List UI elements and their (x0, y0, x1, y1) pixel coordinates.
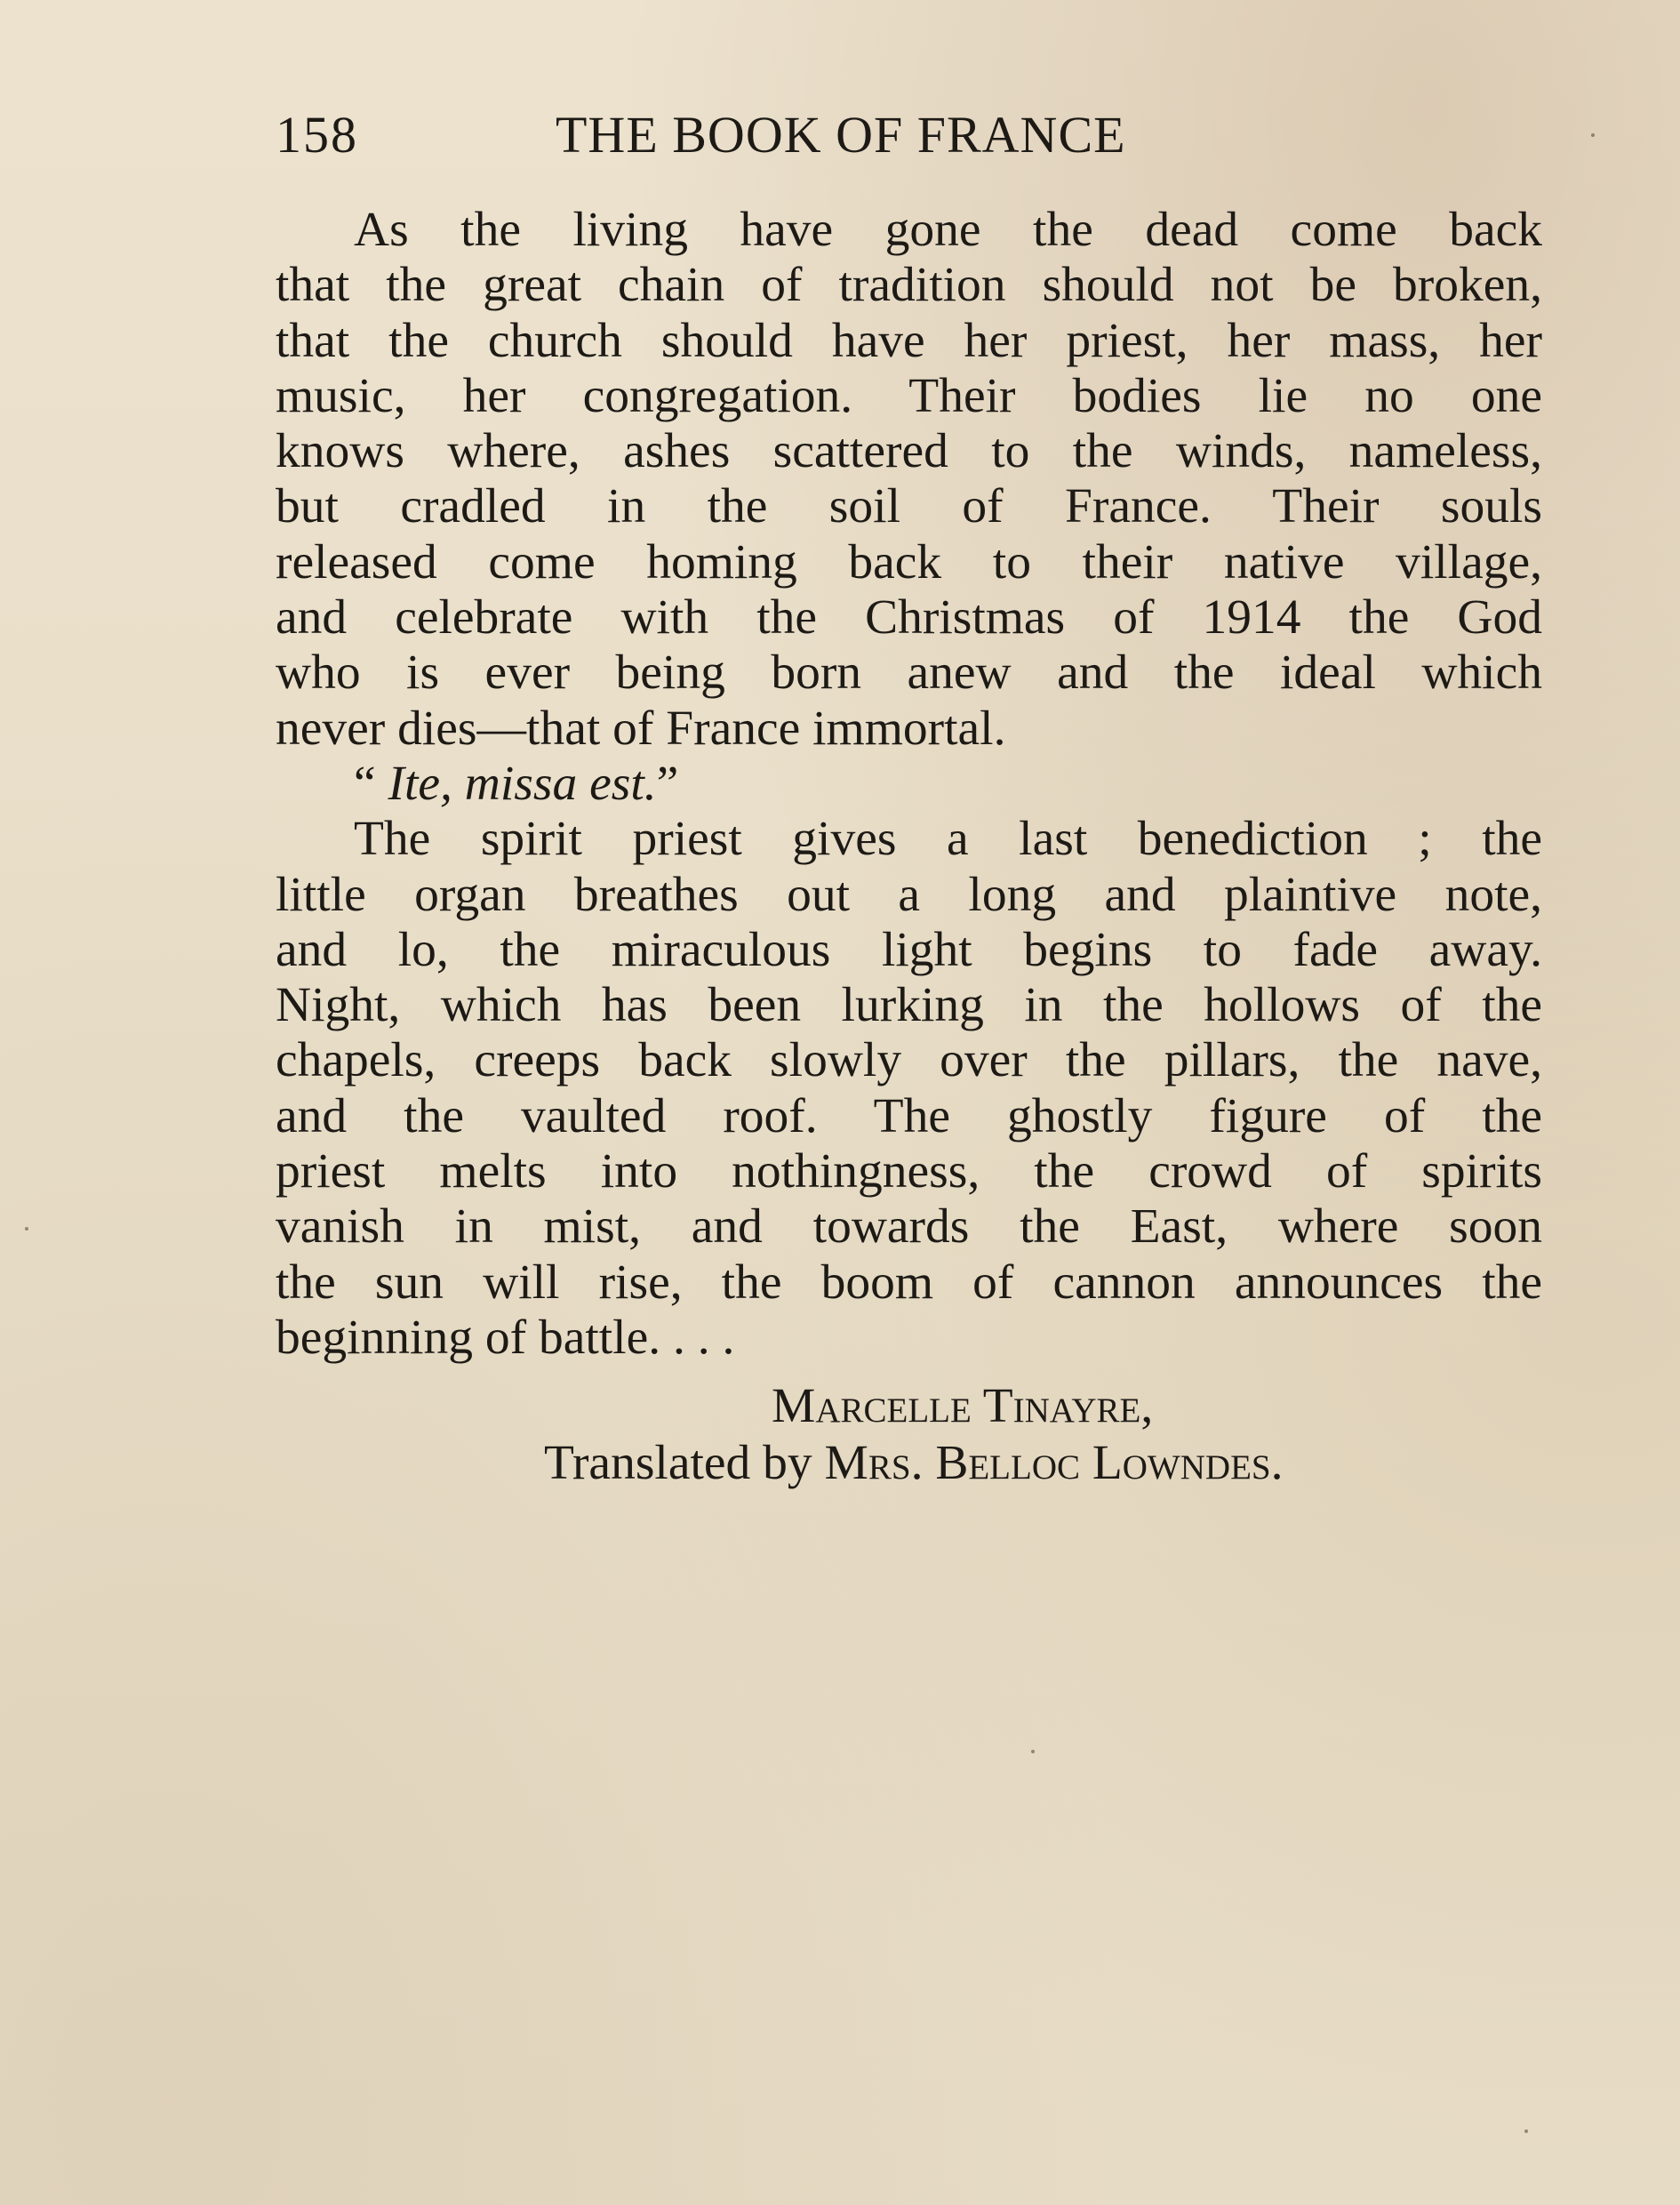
quote-open: “ (354, 756, 388, 811)
text-line: that the church should have her priest, her mass, her (276, 313, 1542, 368)
paper-speck (1591, 133, 1595, 137)
text-line: and lo, the miraculous light begins to fade away. (276, 922, 1542, 977)
translator-credit (544, 1435, 1283, 1492)
paper-speck (25, 1227, 28, 1231)
text-line: but cradled in the soil of France. Their souls (276, 479, 1542, 534)
text-line: priest melts into nothingness, the crowd of spirits (276, 1144, 1542, 1199)
quote-close: ” (656, 756, 679, 811)
text-line: knows where, ashes scattered to the winds, nameless, (276, 424, 1542, 479)
text-line: never dies—that of France immortal. (276, 701, 1006, 756)
text-line: music, her congregation. Their bodies lie no one (276, 368, 1542, 423)
page-number: 158 (276, 106, 358, 164)
paper-speck (1031, 1750, 1035, 1753)
text-line: that the great chain of tradition should not be broken, (276, 258, 1542, 313)
quote-text: Ite, missa est. (388, 756, 657, 811)
running-title: THE BOOK OF FRANCE (556, 106, 1126, 164)
text-line: and celebrate with the Christmas of 1914 the God (276, 590, 1542, 645)
text-line: Night, which has been lurking in the hollows of the (276, 978, 1542, 1033)
text-line: The spirit priest gives a last benediction ; the (354, 812, 1542, 867)
author-name: Marcelle Tinayre, (772, 1379, 1154, 1433)
text-line: As the living have gone the dead come back (354, 203, 1542, 257)
text-line: beginning of battle. . . . (276, 1310, 735, 1365)
body-text (276, 203, 1542, 1366)
text-line: the sun will rise, the boom of cannon announces the (276, 1255, 1542, 1310)
paper-speck (1524, 2129, 1528, 2133)
text-line: chapels, creeps back slowly over the pillars, the nave, (276, 1033, 1542, 1088)
text-line: and the vaulted roof. The ghostly figure of the (276, 1088, 1542, 1143)
latin-quote (276, 757, 1542, 812)
translator-prefix: Translated by (544, 1436, 825, 1490)
text-line: released come homing back to their native village, (276, 534, 1542, 589)
text-line: vanish in mist, and towards the East, where soon (276, 1199, 1542, 1255)
translator-name: Mrs. Belloc Lowndes. (824, 1436, 1284, 1490)
running-head (276, 105, 1253, 176)
text-line: who is ever being born anew and the ideal which (276, 645, 1542, 701)
text-line: little organ breathes out a long and plaintive note, (276, 867, 1542, 922)
